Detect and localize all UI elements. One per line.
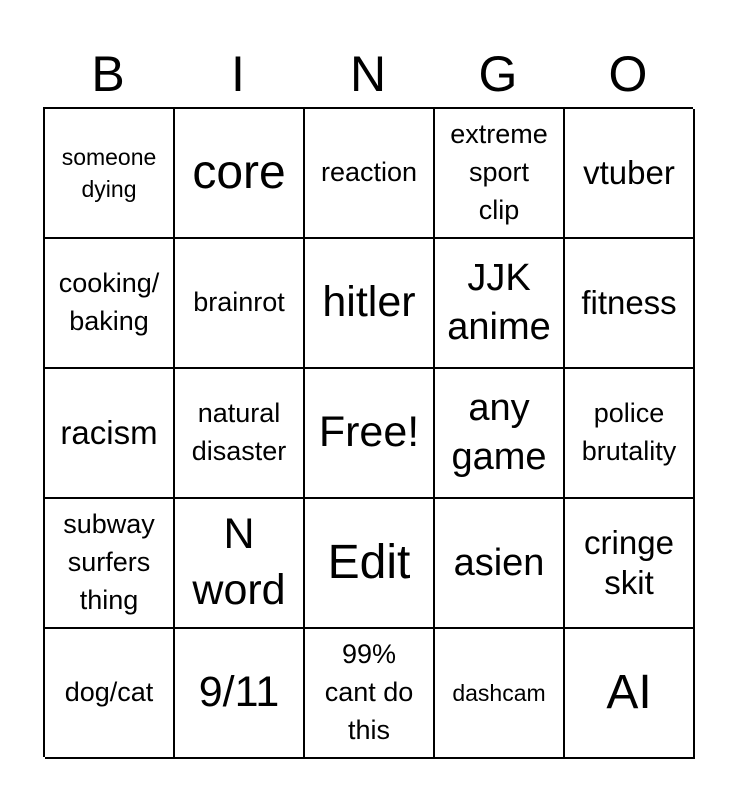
- cell-text: asien: [453, 541, 545, 584]
- cell-text: cooking/ baking: [58, 268, 160, 336]
- cell-text: vtuber: [583, 154, 675, 192]
- bingo-cell[interactable]: [175, 239, 305, 369]
- cell-text: racism: [60, 414, 158, 452]
- cell-text: brainrot: [193, 287, 285, 318]
- bingo-cell[interactable]: [45, 239, 175, 369]
- cell-text: dashcam: [452, 679, 546, 706]
- free-cell[interactable]: [305, 369, 435, 499]
- cell-text: AI: [606, 665, 652, 719]
- cell-text: any game: [451, 387, 547, 478]
- bingo-cell[interactable]: [435, 369, 565, 499]
- bingo-cell[interactable]: [45, 629, 175, 759]
- cell-text: core: [192, 145, 286, 199]
- cell-text: 9/11: [198, 668, 280, 717]
- bingo-cell[interactable]: [435, 239, 565, 369]
- cell-text: N word: [192, 510, 286, 614]
- bingo-cell[interactable]: [45, 369, 175, 499]
- bingo-cell[interactable]: [435, 499, 565, 629]
- bingo-cell[interactable]: [565, 239, 695, 369]
- bingo-cell[interactable]: [175, 629, 305, 759]
- bingo-cell[interactable]: [435, 109, 565, 239]
- bingo-grid: [43, 107, 693, 757]
- bingo-cell[interactable]: [435, 629, 565, 759]
- header-letter-o: O: [608, 46, 648, 102]
- cell-text: subway surfers thing: [63, 509, 155, 615]
- cell-text: police brutality: [581, 398, 677, 466]
- bingo-cell[interactable]: [175, 369, 305, 499]
- cell-text: 99% cant do this: [324, 639, 414, 745]
- bingo-cell[interactable]: [565, 369, 695, 499]
- bingo-cell[interactable]: [305, 499, 435, 629]
- bingo-cell[interactable]: [565, 629, 695, 759]
- bingo-cell[interactable]: [305, 629, 435, 759]
- cell-text: natural disaster: [191, 398, 287, 466]
- cell-text: fitness: [581, 284, 677, 322]
- cell-text: extreme sport clip: [450, 119, 548, 225]
- bingo-cell[interactable]: [45, 109, 175, 239]
- cell-text: dog/cat: [64, 677, 154, 708]
- bingo-cell[interactable]: [305, 239, 435, 369]
- header-letter-n: N: [349, 46, 387, 102]
- bingo-header: [43, 40, 693, 108]
- bingo-cell[interactable]: [565, 109, 695, 239]
- bingo-cell[interactable]: [175, 109, 305, 239]
- bingo-cell[interactable]: [565, 499, 695, 629]
- bingo-cell[interactable]: [175, 499, 305, 629]
- header-letter-g: G: [478, 46, 518, 102]
- cell-text: reaction: [320, 157, 418, 188]
- cell-text: Edit: [327, 535, 411, 589]
- bingo-cell[interactable]: [305, 109, 435, 239]
- cell-text: someone dying: [61, 143, 157, 202]
- cell-text: hitler: [322, 278, 416, 327]
- cell-text: JJK anime: [447, 257, 551, 348]
- header-letter-i: I: [231, 46, 245, 102]
- bingo-cell[interactable]: [45, 499, 175, 629]
- cell-text: Free!: [318, 408, 420, 457]
- cell-text: cringe skit: [584, 524, 674, 601]
- header-letter-b: B: [91, 46, 125, 102]
